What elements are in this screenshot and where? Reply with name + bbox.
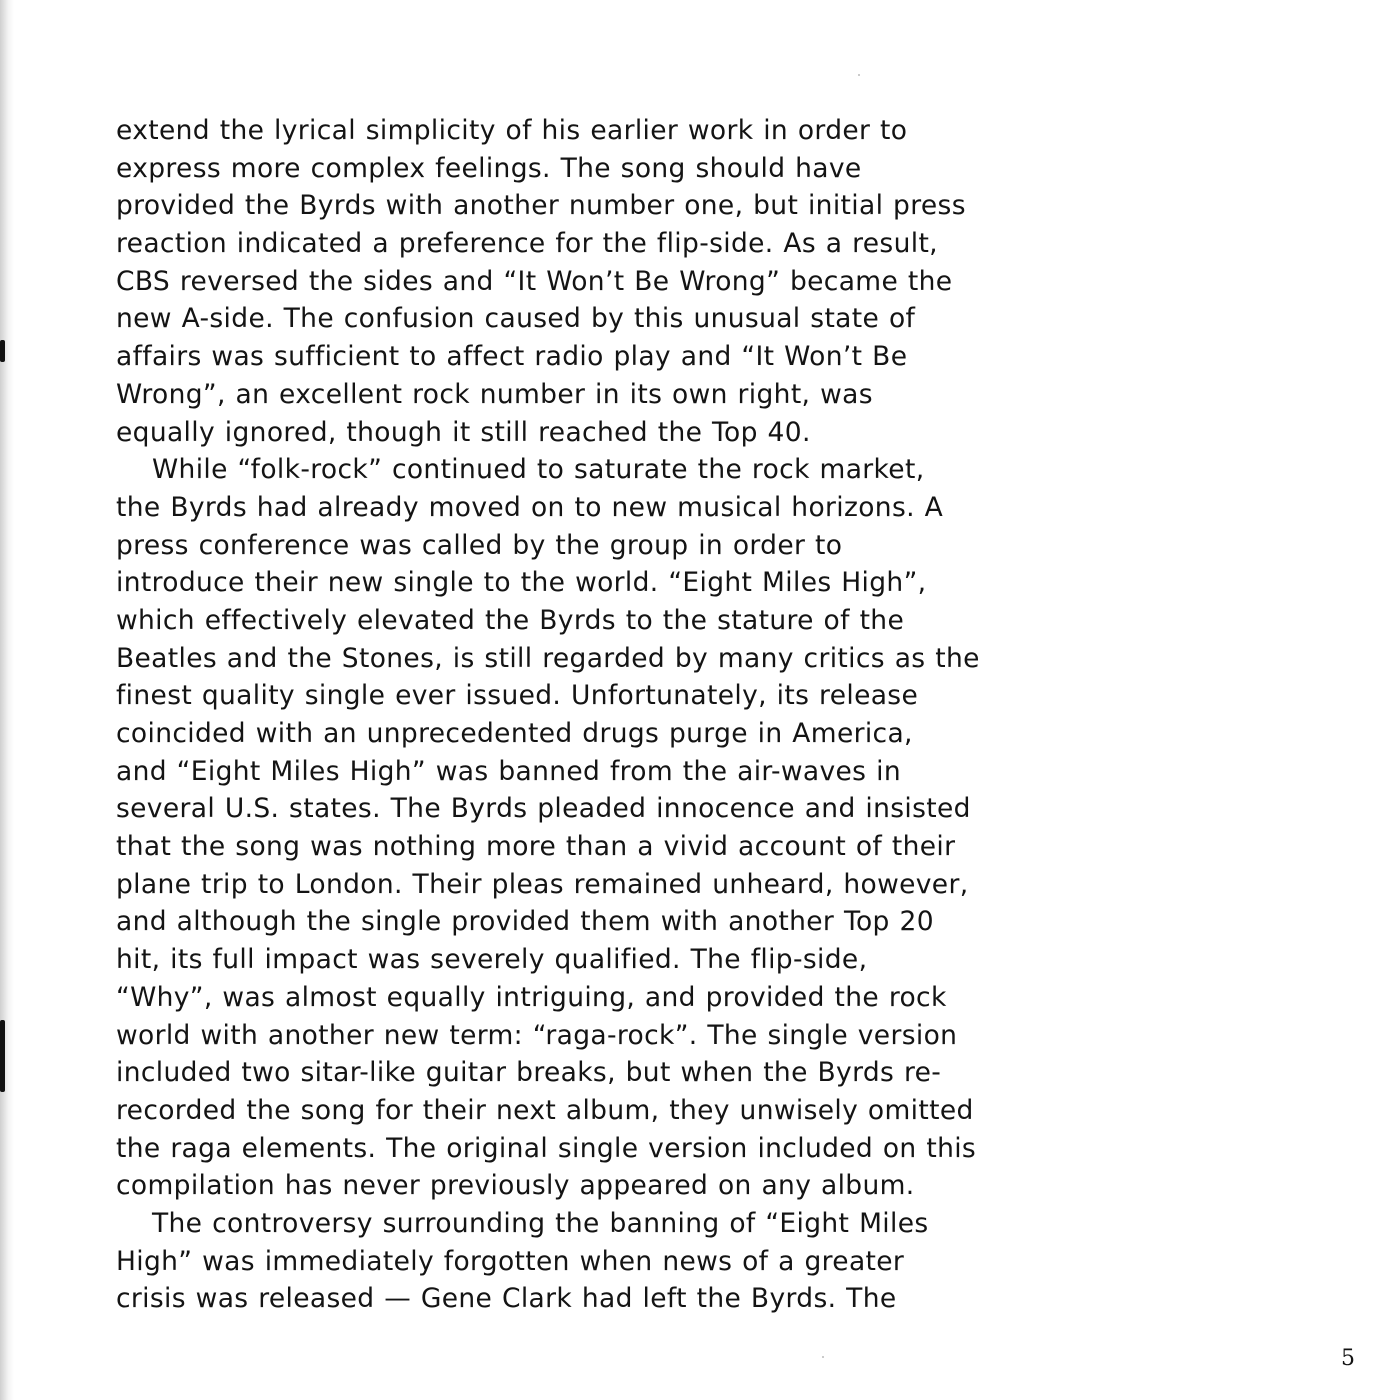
paper-speck <box>822 1356 824 1358</box>
text-line: compilation has never previously appeared on any album. <box>116 1170 915 1202</box>
text-line: Wrong”, an excellent rock number in its own right, was <box>116 378 873 410</box>
text-line: “Why”, was almost equally intriguing, and provided the rock <box>116 981 947 1013</box>
page-number: 5 <box>1341 1346 1355 1371</box>
text-line: new A-side. The confusion caused by this unusual state of <box>116 303 916 335</box>
text-line: extend the lyrical simplicity of his earlier work in order to <box>116 115 908 146</box>
text-line: coincided with an unprecedented drugs purge in America, <box>116 718 913 749</box>
body-text <box>116 112 1036 1318</box>
text-line: crisis was released — Gene Clark had left the Byrds. The <box>116 1283 897 1315</box>
text-line: included two sitar-like guitar breaks, but when the Byrds re- <box>116 1057 942 1089</box>
text-line: express more complex feelings. The song should have <box>116 152 862 184</box>
text-line: CBS reversed the sides and “It Won’t Be Wrong” became the <box>116 265 953 297</box>
text-line: the raga elements. The original single version included on this <box>116 1132 977 1164</box>
text-line: press conference was called by the group in order to <box>116 529 843 561</box>
text-line: several U.S. states. The Byrds pleaded innocence and insisted <box>116 793 971 825</box>
paragraph <box>116 451 1036 1205</box>
text-line: the Byrds had already moved on to new musical horizons. A <box>116 491 944 523</box>
text-line: equally ignored, though it still reached the Top 40. <box>116 416 811 448</box>
text-line: affairs was sufficient to affect radio play and “It Won’t Be <box>116 341 908 373</box>
text-line: High” was immediately forgotten when news of a greater <box>116 1245 905 1277</box>
paragraph <box>116 1205 1036 1318</box>
text-line: that the song was nothing more than a vivid account of their <box>116 831 956 863</box>
margin-mark <box>0 340 5 362</box>
text-line: provided the Byrds with another number one, but initial press <box>116 190 966 222</box>
text-line: which effectively elevated the Byrds to the stature of the <box>116 604 905 636</box>
text-line: plane trip to London. Their pleas remained unheard, however, <box>116 868 969 900</box>
text-line: Beatles and the Stones, is still regarded by many critics as the <box>116 642 980 674</box>
text-line: While “folk-rock” continued to saturate the rock market, <box>152 454 925 486</box>
text-line: introduce their new single to the world. “Eight Miles High”, <box>116 567 927 599</box>
text-line: hit, its full impact was severely qualified. The flip-side, <box>116 944 868 976</box>
paper-speck <box>858 74 860 76</box>
text-line: The controversy surrounding the banning of “Eight Miles <box>152 1207 929 1239</box>
text-line: finest quality single ever issued. Unfortunately, its release <box>116 680 919 712</box>
text-line: world with another new term: “raga-rock”. The single version <box>116 1019 958 1051</box>
text-line: recorded the song for their next album, they unwisely omitted <box>116 1094 974 1126</box>
page-gutter-shadow <box>0 0 14 1400</box>
text-line: and although the single provided them with another Top 20 <box>116 906 934 938</box>
margin-mark <box>0 1020 5 1092</box>
text-line: and “Eight Miles High” was banned from the air-waves in <box>116 755 901 787</box>
paragraph <box>116 112 1036 451</box>
text-line: reaction indicated a preference for the flip-side. As a result, <box>116 228 938 260</box>
